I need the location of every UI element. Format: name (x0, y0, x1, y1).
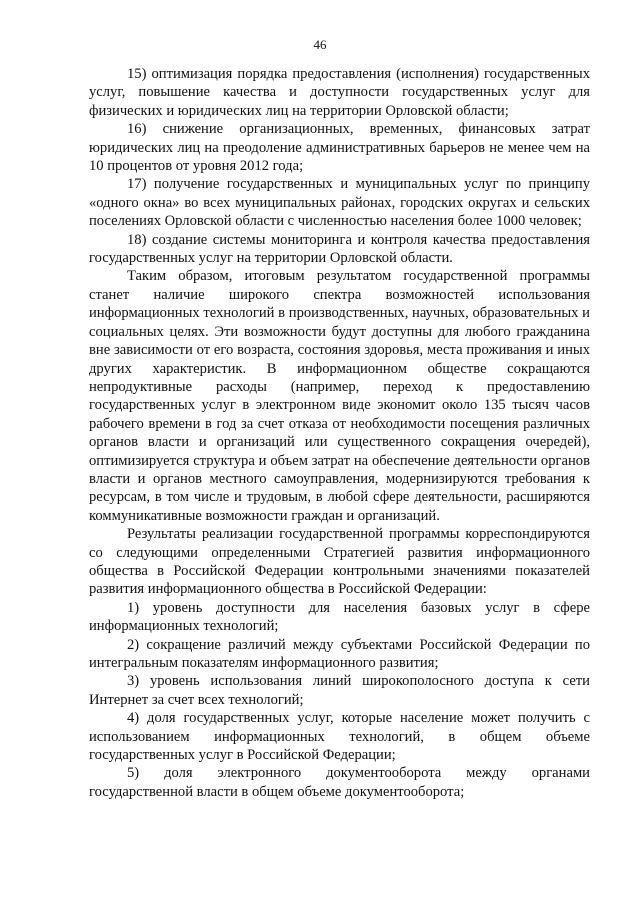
paragraph-item-18: 18) создание системы мониторинга и контроля качества предоставления государственных услуг на территории Орловской области. (89, 231, 590, 267)
paragraph-indicator-3: 3) уровень использования линий широкополосного доступа к сети Интернет за счет всех технологий; (89, 673, 590, 708)
page-number: 46 (313, 37, 327, 52)
page-body (89, 65, 590, 801)
paragraph-item-17: 17) получение государственных и муниципальных услуг по принципу «одного окна» во всех муниципальных районах, городских округах и сельских поселениях Орловской области с численностью населения более 1000 человек; (89, 176, 590, 230)
paragraph-indicator-2: 2) сокращение различий между субъектами Российской Федерации по интегральным показателям информационного развития; (89, 636, 590, 671)
paragraph-item-16: 16) снижение организационных, временных, финансовых затрат юридических лиц на преодоление административных барьеров не менее чем на 10 процентов от уровня 2012 года; (89, 121, 590, 175)
paragraph-results-intro: Результаты реализации государственной программы корреспондируются со следующими определенными Стратегией развития информационного общества в Российской Федерации контрольными значениями показателей развития информационного общества в Российской Федерации: (89, 526, 590, 598)
paragraph-summary: Таким образом, итоговым результатом государственной программы станет наличие широкого спектра возможностей использования информационных технологий в производственных, научных, образовательных и социальных целях. Эти возможности будут доступны для любого гражданина вне зависимости от его возраста, состояния здоровья, места проживания и иных других характеристик. В информационном обществе сокращаются непродуктивные расходы (например, переход к предоставлению государственных услуг в электронном виде экономит около 135 тысяч часов рабочего времени в год за счет отказа от необходимости посещения различных органов власти и организаций или существенного сокращения очередей), оптимизируется структура и объем затрат на обеспечение деятельности органов власти и органов местного самоуправления, модернизируются требования к ресурсам, в том числе и трудовым, в любой сфере деятельности, расширяются коммуникативные возможности граждан и организаций. (89, 268, 590, 524)
paragraph-indicator-1: 1) уровень доступности для населения базовых услуг в сфере информационных технологий; (89, 599, 590, 635)
paragraph-item-15: 15) оптимизация порядка предоставления (исполнения) государственных услуг, повышение качества и доступности государственных услуг для физических и юридических лиц на территории Орловской области; (89, 66, 590, 119)
paragraph-indicator-5: 5) доля электронного документооборота между органами государственной власти в общем объеме документооборота; (89, 765, 590, 800)
paragraph-indicator-4: 4) доля государственных услуг, которые население может получить с использованием информационных технологий, в общем объеме государственных услуг в Российской Федерации; (89, 710, 590, 764)
